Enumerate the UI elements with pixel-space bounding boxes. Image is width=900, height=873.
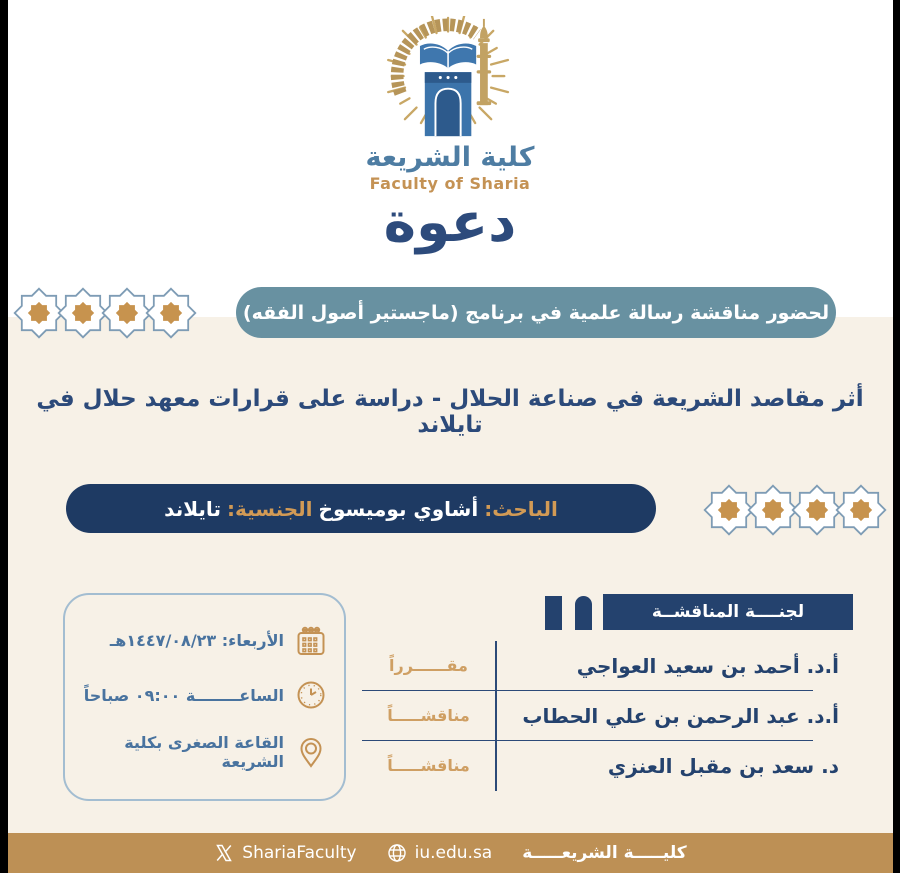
bar-flat [545,596,562,630]
twitter-handle: ShariaFaculty [242,843,357,863]
faculty-name-arabic: كلية الشريعة [365,142,535,173]
star-motif-right [702,483,888,537]
event-location: القاعة الصغرى بكلية الشريعة [124,732,284,771]
invitation-word: دعوة [383,190,517,254]
star-motif-left [12,286,198,340]
member-name: د. سعد بن مقبل العنزي [607,753,839,778]
faculty-logo-block [0,16,900,254]
university-logo-icon [360,16,540,140]
nationality-label: الجنسية: [226,496,313,521]
committee-column-divider [495,641,497,791]
faculty-name-english: Faculty of Sharia [369,174,531,193]
eight-point-star-icon [834,483,888,537]
globe-icon [387,843,407,863]
member-name: أ.د. أحمد بن سعيد العواجي [576,653,839,678]
committee-header [603,594,853,630]
nationality-value: تايلاند [164,496,221,521]
member-role: مناقشـــــاً [387,756,470,775]
event-location-row [81,733,328,771]
footer-faculty-name-text: كليـــــة الشريعـــــة [522,843,687,863]
clock-icon [294,678,328,712]
footer-faculty-name [522,843,686,863]
eight-point-star-icon [144,286,198,340]
location-pin-icon [294,735,328,769]
event-time-row [81,678,328,712]
event-date: الأربعاء: ١٤٤٧/٠٨/٢٣هـ [109,631,284,650]
calendar-icon [294,624,328,658]
twitter-link[interactable] [214,843,356,863]
website-url: iu.edu.sa [414,843,493,863]
footer-bar [8,833,893,873]
member-name: أ.د. عبد الرحمن بن علي الحطاب [522,703,839,728]
website-link[interactable] [387,843,493,863]
committee-table [362,641,855,791]
event-date-row [81,624,328,658]
researcher-name: أشاوي بوميسوخ [318,496,479,521]
book-icon [420,43,476,68]
member-role: مناقشـــــاً [387,706,470,725]
committee-row [362,741,855,790]
invitation-banner-text: لحضور مناقشة رسالة علمية في برنامج (ماجستير أصول الفقه) [242,301,830,324]
committee-row [362,691,855,740]
committee-row [362,641,855,690]
thesis-title: أثر مقاصد الشريعة في صناعة الحلال - دراسة على قرارات معهد حلال في تايلاند [36,386,864,438]
researcher-label: الباحث: [484,496,558,521]
researcher-banner [66,484,656,533]
event-time: الساعــــــــة ٠٩:٠٠ صباحاً [83,685,284,705]
committee-header-text: لجنــــة المناقشــة [651,602,805,622]
bar-dome [575,596,592,630]
member-role: مقــــــرراً [389,656,468,675]
x-twitter-icon [214,843,234,863]
invitation-banner [236,287,836,338]
event-details-box [63,593,346,801]
gate-icon [425,72,472,136]
